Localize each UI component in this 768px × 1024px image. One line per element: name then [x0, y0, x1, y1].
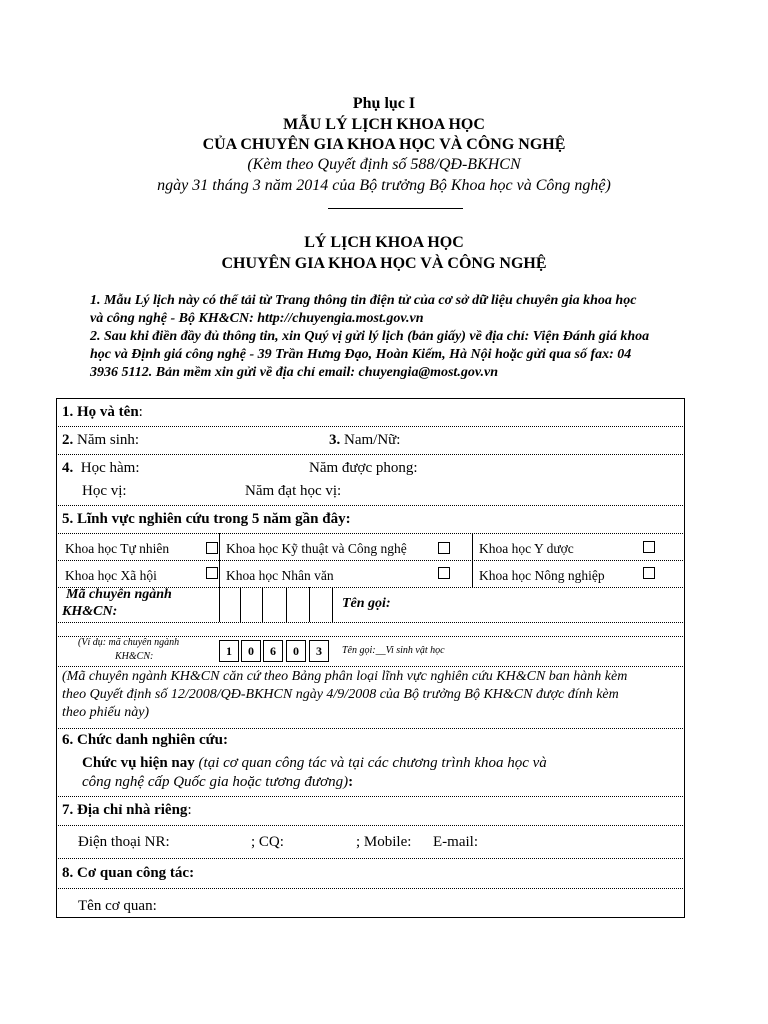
- row-divider: [56, 888, 685, 889]
- title-divider: [328, 208, 463, 209]
- agency-header: 8. Cơ quan công tác:: [62, 865, 195, 881]
- current-position-hint: công nghệ cấp Quốc gia hoặc tương đương):: [82, 774, 354, 790]
- field-natural-science: Khoa học Tự nhiên: [65, 541, 170, 556]
- form-title-1: MẪU LÝ LỊCH KHOA HỌC: [283, 116, 485, 133]
- mobile-label: ; Mobile:: [356, 834, 412, 850]
- note-line-4: học và Định giá công nghệ - 39 Trần Hưng Đạo, Hoàn Kiếm, Hà Nội hoặc gửi qua số fax: 04: [90, 347, 632, 362]
- row-divider: [56, 666, 685, 667]
- note-line-3: 2. Sau khi điền đầy đủ thông tin, xin Quý vị gửi lý lịch (bản giấy) về địa chỉ: Viện Đánh giá khoa: [90, 329, 650, 344]
- example-label-1: (Ví dụ: mã chuyên ngành: [78, 637, 180, 648]
- decision-line-2: ngày 31 tháng 3 năm 2014 của Bộ trưởng Bộ Khoa học và Công nghệ): [157, 177, 611, 194]
- example-digit: 0: [241, 640, 261, 662]
- code-box-divider: [262, 587, 263, 622]
- field-agriculture: Khoa học Nông nghiệp: [479, 568, 605, 583]
- field-engineering: Khoa học Kỹ thuật và Công nghệ: [226, 541, 407, 556]
- degree-label: Học vị:: [82, 483, 127, 499]
- field-agriculture-checkbox[interactable]: [643, 567, 655, 579]
- research-title-label: 6. Chức danh nghiên cứu:: [62, 732, 228, 748]
- code-box-divider: [332, 587, 333, 622]
- field-engineering-checkbox[interactable]: [438, 542, 450, 554]
- row-divider: [56, 622, 685, 623]
- appendix-label: Phụ lục I: [352, 95, 416, 112]
- example-digit: 0: [286, 640, 306, 662]
- example-label-2: KH&CN:: [115, 651, 154, 662]
- example-digit: 1: [219, 640, 239, 662]
- row-divider: [56, 454, 685, 455]
- full-name-label: 1. Họ và tên:: [62, 404, 143, 420]
- research-field-header: 5. Lĩnh vực nghiên cứu trong 5 năm gần đây:: [62, 511, 351, 527]
- example-digit: 3: [309, 640, 329, 662]
- row-divider: [56, 560, 685, 561]
- code-box-divider: [240, 587, 241, 622]
- birth-year-label: 2. Năm sinh:: [62, 432, 140, 448]
- academic-title-label: 4. Học hàm:: [62, 460, 140, 476]
- agency-name-label: Tên cơ quan:: [78, 898, 157, 914]
- row-divider: [56, 728, 685, 729]
- field-medical-checkbox[interactable]: [643, 541, 655, 553]
- specialty-code-label-1: Mã chuyên ngành: [66, 587, 172, 602]
- title-year-label: Năm được phong:: [309, 460, 418, 476]
- note-line-5: 3936 5112. Bản mềm xin gửi về địa chỉ email: chuyengia@most.gov.vn: [90, 365, 499, 380]
- code-note-line-3: theo phiếu này): [62, 705, 150, 720]
- current-position-label: Chức vụ hiện nay (tại cơ quan công tác và tại các chương trình khoa học và: [82, 755, 547, 771]
- document-title-1: LÝ LỊCH KHOA HỌC: [304, 234, 464, 251]
- home-address-label: 7. Địa chỉ nhà riêng:: [62, 802, 192, 818]
- specialty-name-label: Tên gọi:: [342, 596, 391, 611]
- decision-line-1: (Kèm theo Quyết định số 588/QĐ-BKHCN: [247, 156, 521, 173]
- code-box-divider: [309, 587, 310, 622]
- form-title-2: CỦA CHUYÊN GIA KHOA HỌC VÀ CÔNG NGHỆ: [202, 136, 566, 153]
- code-box-divider: [286, 587, 287, 622]
- field-medical: Khoa học Y dược: [479, 541, 574, 556]
- field-humanities: Khoa học Nhân văn: [226, 568, 334, 583]
- column-divider: [219, 533, 220, 622]
- note-line-1: 1. Mẫu Lý lịch này có thể tải từ Trang thông tin điện tử của cơ sở dữ liệu chuyên gia khoa học: [90, 293, 637, 308]
- gender-label: 3. Nam/Nữ:: [329, 432, 401, 448]
- office-phone-label: ; CQ:: [251, 834, 284, 850]
- specialty-code-label-2: KH&CN:: [62, 604, 118, 619]
- field-social-science: Khoa học Xã hội: [65, 568, 157, 583]
- degree-year-label: Năm đạt học vị:: [245, 483, 342, 499]
- code-note-line-2: theo Quyết định số 12/2008/QĐ-BKHCN ngày 4/9/2008 của Bộ trưởng Bộ KH&CN được đính kèm: [62, 687, 619, 702]
- row-divider: [56, 426, 685, 427]
- home-phone-label: Điện thoại NR:: [78, 834, 170, 850]
- email-label: E-mail:: [433, 834, 478, 850]
- row-divider: [56, 796, 685, 797]
- note-line-2: và công nghệ - Bộ KH&CN: http://chuyengia.most.gov.vn: [90, 311, 424, 326]
- row-divider: [56, 825, 685, 826]
- example-digit: 6: [263, 640, 283, 662]
- document-title-2: CHUYÊN GIA KHOA HỌC VÀ CÔNG NGHỆ: [221, 255, 547, 272]
- column-divider: [472, 533, 473, 587]
- row-divider: [56, 858, 685, 859]
- code-note-line-1: (Mã chuyên ngành KH&CN căn cứ theo Bảng phân loại lĩnh vực nghiên cứu KH&CN ban hành kèm: [62, 669, 628, 684]
- field-social-science-checkbox[interactable]: [206, 567, 218, 579]
- row-divider: [56, 505, 685, 506]
- row-divider: [56, 533, 685, 534]
- field-natural-science-checkbox[interactable]: [206, 542, 218, 554]
- field-humanities-checkbox[interactable]: [438, 567, 450, 579]
- example-name: Tên gọi:__Vi sinh vật học: [342, 645, 445, 656]
